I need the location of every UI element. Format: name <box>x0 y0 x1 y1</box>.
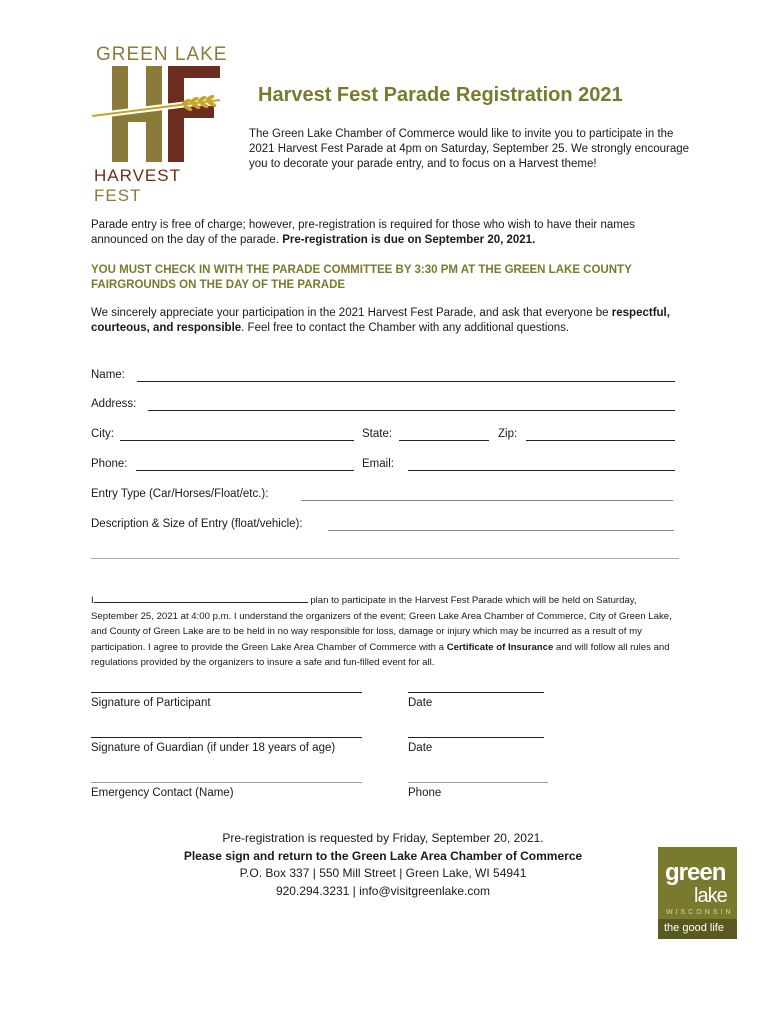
check-in-notice: YOU MUST CHECK IN WITH THE PARADE COMMITTEE BY 3:30 PM AT THE GREEN LAKE COUNTY FAIRGROUNDS ON THE DAY OF THE PARADE <box>91 264 632 291</box>
description-field-extra-line[interactable] <box>91 558 679 559</box>
emergency-phone-line[interactable] <box>408 782 548 783</box>
city-field[interactable] <box>120 440 354 441</box>
footer-line1: Pre-registration is requested by Friday, September 20, 2021. <box>222 831 544 845</box>
badge-tag-strip <box>658 919 737 939</box>
guardian-signature-line[interactable] <box>91 737 362 738</box>
agreement-paragraph <box>91 592 681 671</box>
badge-small: WISCONSIN <box>666 909 734 916</box>
emergency-phone-caption: Phone <box>408 787 442 799</box>
agreement-end: and will follow all rules and regulations provided by the organizers to insure a safe and fun-filled event for all. <box>91 641 670 668</box>
date1-caption: Date <box>408 697 433 709</box>
appreciation-text-a: We sincerely appreciate your participation in the 2021 Harvest Fest Parade, and ask that everyone be <box>91 307 612 319</box>
participant-signature-line[interactable] <box>91 692 362 693</box>
footer-line3: P.O. Box 337 | 550 Mill Street | Green Lake, WI 54941 <box>239 866 527 880</box>
insurance-bold: Certificate of Insurance <box>446 641 554 653</box>
date2-caption: Date <box>408 742 433 754</box>
entry-type-label: Entry Type (Car/Horses/Float/etc.): <box>91 488 269 500</box>
email-label: Email: <box>362 458 394 470</box>
free-entry-text: Parade entry is free of charge; however, pre-registration is required for those who wish to have their names announced on the day of the parade. <box>91 219 635 246</box>
agreement-text: plan to participate in the Harvest Fest Parade which will be held on Saturday, September 25, 2021 at 4:00 p.m. I understand the organizers of the event; Green Lake Area Chamber of Commerce, City of Green Lake, and County of Green Lake are to be held in no way responsible for loss, damage or injury which may be incurred as a result of my participation. I agree to provide the Green Lake Area Chamber of Commerce with a <box>91 595 672 653</box>
address-field[interactable] <box>148 410 675 411</box>
footer-line2: Please sign and return to the Green Lake Area Chamber of Commerce <box>183 848 583 863</box>
name-field[interactable] <box>137 381 675 382</box>
guardian-signature-caption: Signature of Guardian (if under 18 years of age) <box>91 742 336 754</box>
date1-line[interactable] <box>408 692 544 693</box>
zip-field[interactable] <box>526 440 675 441</box>
phone-field[interactable] <box>136 470 354 471</box>
date2-line[interactable] <box>408 737 544 738</box>
green-lake-badge-logo <box>658 847 737 939</box>
logo-top-text: GREEN LAKE <box>96 44 228 65</box>
logo-bottom-text <box>94 166 232 206</box>
appreciation-paragraph <box>91 306 681 336</box>
participant-name-blank[interactable] <box>94 592 308 603</box>
description-field[interactable] <box>328 530 674 531</box>
description-label: Description & Size of Entry (float/vehicle): <box>91 518 303 530</box>
footer-line4: 920.294.3231 | info@visitgreenlake.com <box>275 883 491 898</box>
page-title: Harvest Fest Parade Registration 2021 <box>258 84 623 106</box>
phone-label: Phone: <box>91 458 128 470</box>
name-label: Name: <box>91 369 125 381</box>
due-date-text: Pre-registration is due on September 20, 2021. <box>282 234 536 246</box>
badge-lake: lake <box>694 885 727 907</box>
state-field[interactable] <box>399 440 489 441</box>
emergency-contact-caption: Emergency Contact (Name) <box>91 787 234 799</box>
footer-contact <box>150 830 616 900</box>
intro-paragraph: The Green Lake Chamber of Commerce would like to invite you to participate in the 2021 Harvest Fest Parade at 4pm on Saturday, September 25. We strongly encourage you to decorate your parade entry, and to focus on a Harvest theme! <box>249 128 690 170</box>
state-label: State: <box>362 428 393 440</box>
agreement-start: I <box>91 595 94 606</box>
logo-fest: FEST <box>94 186 142 205</box>
entry-type-field[interactable] <box>301 500 673 501</box>
logo-harvest: HARVEST <box>94 166 181 185</box>
hf-monogram-icon <box>88 64 230 164</box>
appreciation-text-b: . Feel free to contact the Chamber with any additional questions. <box>241 322 570 334</box>
badge-tag: the good life <box>664 922 724 934</box>
harvest-fest-logo <box>88 44 230 205</box>
zip-label: Zip: <box>498 428 518 440</box>
emergency-contact-line[interactable] <box>91 782 362 783</box>
address-label: Address: <box>91 398 137 410</box>
email-field[interactable] <box>408 470 675 471</box>
participant-signature-caption: Signature of Participant <box>91 697 211 709</box>
free-entry-paragraph <box>91 218 681 248</box>
badge-green: green <box>665 859 726 886</box>
city-label: City: <box>91 428 114 440</box>
appreciation-bold: respectful, courteous, and responsible <box>91 307 670 334</box>
